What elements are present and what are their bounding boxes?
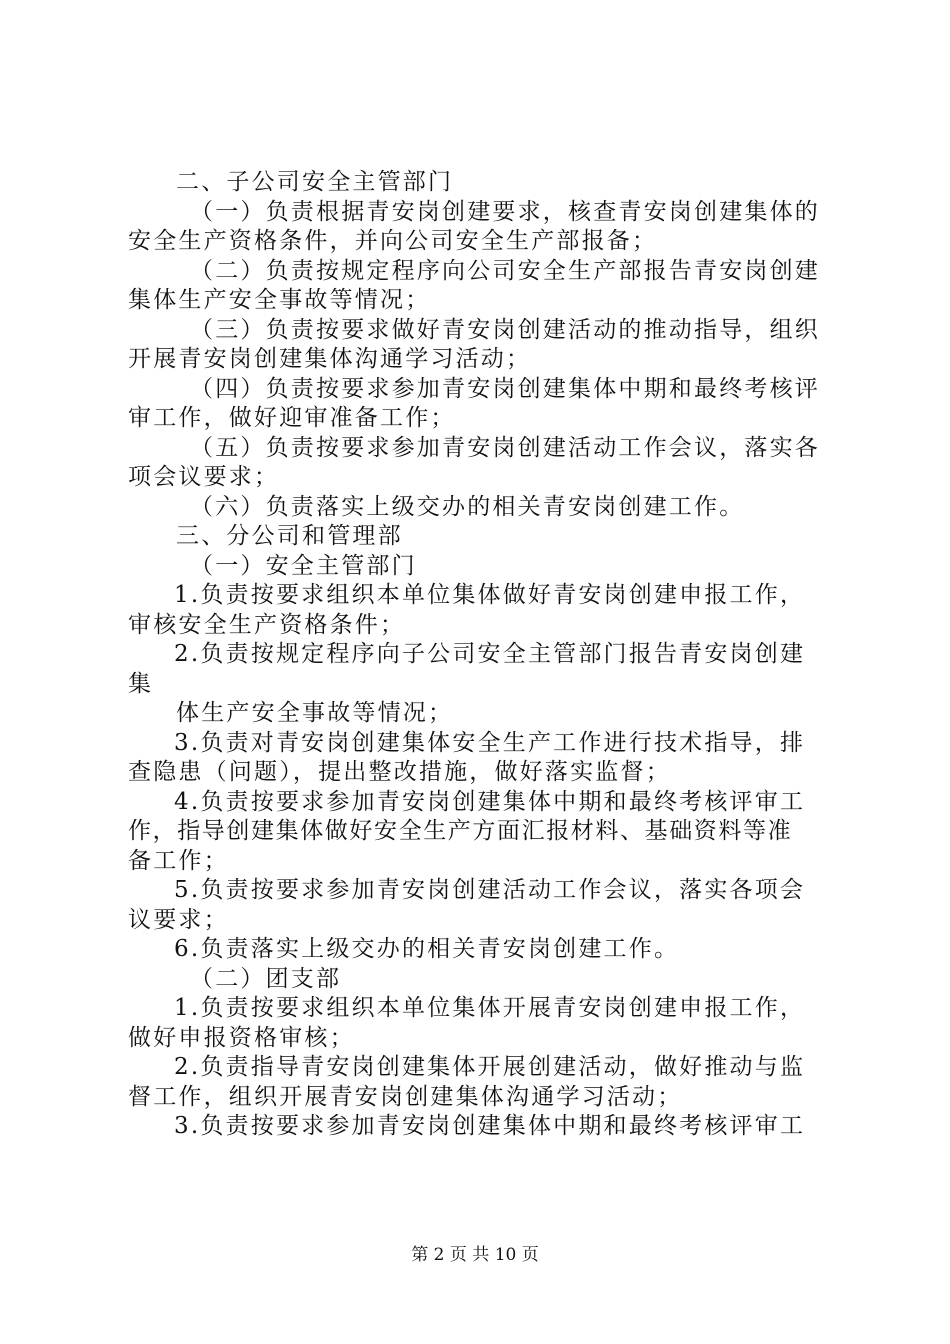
- paragraph-line: 2.负责按规定程序向子公司安全主管部门报告青安岗创建: [174, 641, 806, 667]
- paragraph-line: 1.负责按要求组织本单位集体做好青安岗创建申报工作，: [174, 582, 806, 608]
- paragraph-line: 6.负责落实上级交办的相关青安岗创建工作。: [174, 936, 680, 962]
- paragraph-line: 审工作，做好迎审准备工作；: [128, 405, 456, 431]
- paragraph-line: （一）负责根据青安岗创建要求，核查青安岗创建集体的: [190, 198, 820, 225]
- paragraph-line: 4.负责按要求参加青安岗创建集体中期和最终考核评审工: [174, 788, 806, 815]
- section-heading: 二、子公司安全主管部门: [176, 169, 454, 195]
- paragraph-line: 审核安全生产资格条件；: [128, 611, 406, 638]
- paragraph-line: 集体生产安全事故等情况；: [128, 287, 431, 313]
- paragraph-line: （五）负责按要求参加青安岗创建活动工作会议，落实各: [190, 434, 820, 461]
- page-number-footer: 第 2 页 共 10 页: [411, 1245, 539, 1265]
- paragraph-line: 5.负责按要求参加青安岗创建活动工作会议，落实各项会: [174, 877, 806, 903]
- paragraph-line: 3.负责按要求参加青安岗创建集体中期和最终考核评审工: [174, 1113, 806, 1139]
- paragraph-line: 1.负责按要求组织本单位集体开展青安岗创建申报工作，: [174, 995, 806, 1021]
- paragraph-line: 集: [128, 670, 154, 697]
- section-heading: 三、分公司和管理部: [176, 523, 403, 549]
- subsection-heading: （二）团支部: [190, 965, 342, 992]
- paragraph-line: 项会议要求；: [128, 464, 280, 490]
- paragraph-line: （六）负责落实上级交办的相关青安岗创建工作。: [190, 493, 745, 520]
- paragraph-line: 2.负责指导青安岗创建集体开展创建活动，做好推动与监: [174, 1054, 806, 1080]
- paragraph-line: 备工作；: [128, 847, 229, 874]
- paragraph-line: 安全生产资格条件，并向公司安全生产部报备；: [128, 228, 658, 254]
- paragraph-line: 议要求；: [128, 906, 229, 933]
- document-body: [128, 168, 834, 1142]
- paragraph-line: （四）负责按要求参加青安岗创建集体中期和最终考核评: [190, 375, 820, 402]
- paragraph-line: 督工作，组织开展青安岗创建集体沟通学习活动；: [128, 1083, 683, 1110]
- paragraph-line: 作，指导创建集体做好安全生产方面汇报材料、基础资料等准: [128, 818, 793, 844]
- paragraph-line: 3.负责对青安岗创建集体安全生产工作进行技术指导，排: [174, 729, 806, 756]
- paragraph-line: 做好申报资格审核；: [128, 1024, 355, 1051]
- subsection-heading: （一）安全主管部门: [190, 552, 417, 579]
- paragraph-line: （二）负责按规定程序向公司安全生产部报告青安岗创建: [190, 257, 820, 284]
- paragraph-line: （三）负责按要求做好青安岗创建活动的推动指导，组织: [190, 316, 820, 343]
- paragraph-line: 开展青安岗创建集体沟通学习活动；: [128, 346, 532, 372]
- paragraph-line: 体生产安全事故等情况；: [176, 700, 454, 726]
- paragraph-line: 查隐患（问题），提出整改措施，做好落实监督；: [128, 759, 671, 785]
